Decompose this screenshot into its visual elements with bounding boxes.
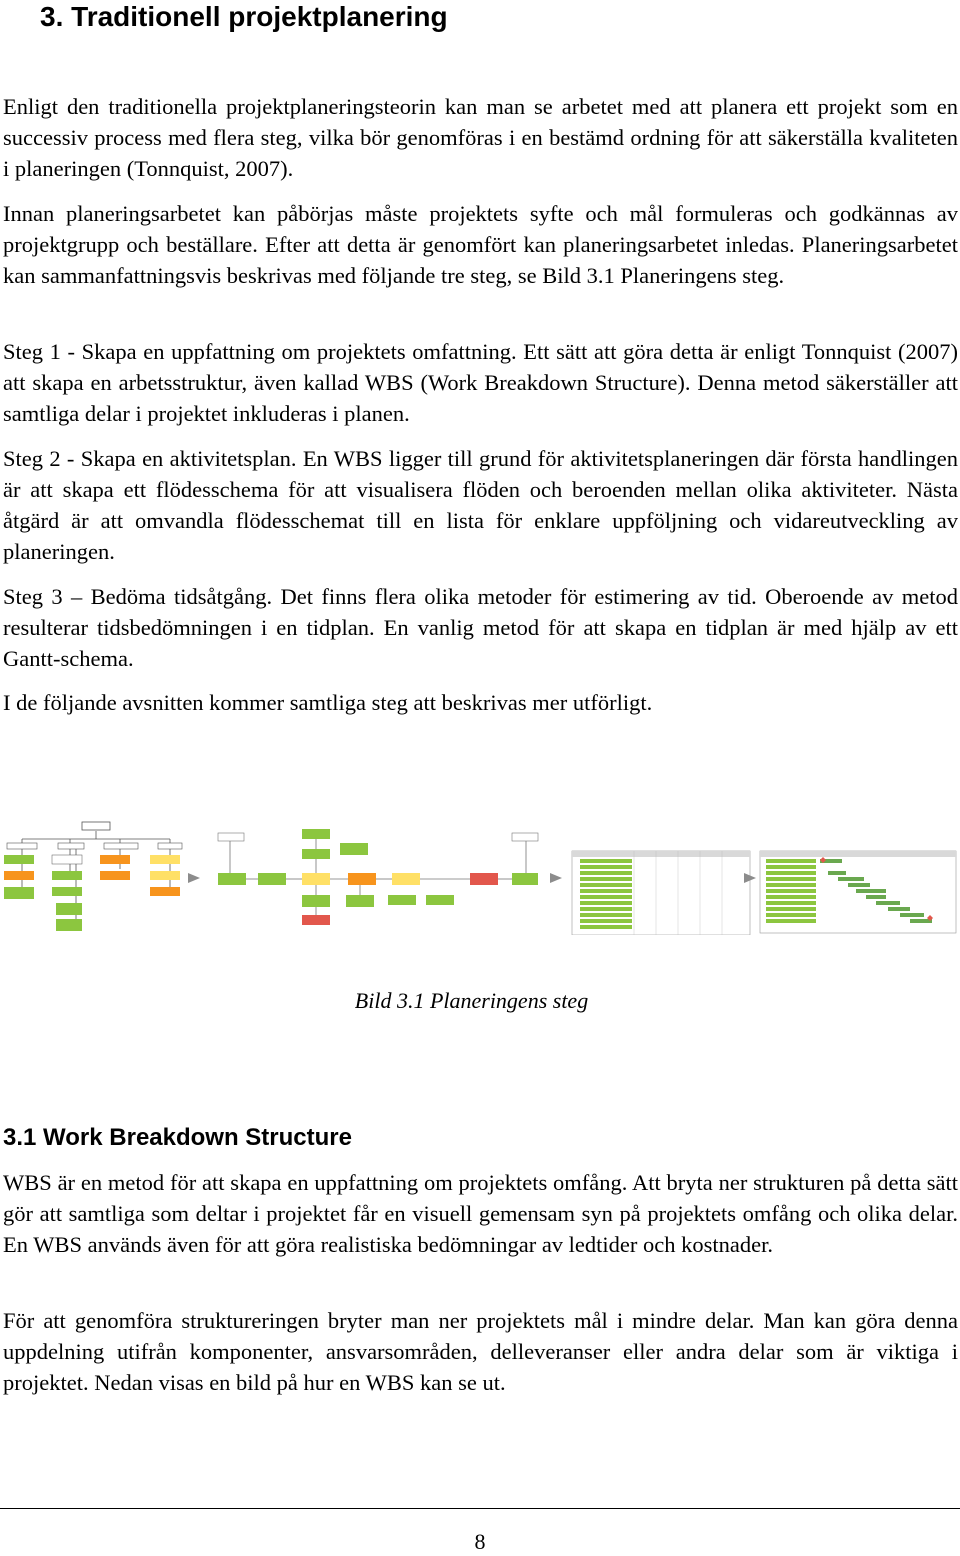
- section-heading: 3.1 Work Breakdown Structure: [3, 1124, 352, 1151]
- wbs-diagram: [4, 822, 182, 931]
- wbs-structuring-paragraph: För att genomföra struktureringen bryter man ner projektets mål i mindre delar. Man kan göra denna uppdelning utifrån komponenter, ansvarsområden, delleveranser eller andra delar som är viktiga i projektet. Nedan visas en bild på hur en WBS kan se ut.: [3, 1308, 958, 1395]
- planning-steps-illustration: [0, 815, 960, 935]
- chapter-heading: 3. Traditionell projektplanering: [40, 1, 448, 32]
- arrow-right-icon: [188, 873, 200, 883]
- activity-list-table: [572, 851, 750, 935]
- following-paragraph: I de följande avsnitten kommer samtliga steg att beskrivas mer utförligt.: [3, 690, 653, 715]
- planning-steps-figure: [0, 815, 960, 935]
- arrow-right-icon: [550, 873, 562, 883]
- wbs-paragraph: WBS är en metod för att skapa en uppfattning om projektets omfång. Att bryta ner strukturen på detta sätt gör att samtliga som deltar i projektet får en visuell gemensam syn på projektets omfång och olika delar. En WBS används även för att göra realistiska bedömningar av ledtider och kostnader.: [3, 1170, 958, 1257]
- planning-paragraph: Innan planeringsarbetet kan påbörjas måste projektets syfte och mål formuleras och godkännas av projektgrupp och beställare. Efter att detta är genomfört kan planeringsarbetet inledas. Planeringsarbetet kan sammanfattningsvis beskrivas med följande tre steg, se Bild 3.1 Planeringens steg.: [3, 201, 958, 288]
- footer-divider: [0, 1508, 960, 1509]
- step1-paragraph: Steg 1 - Skapa en uppfattning om projektets omfattning. Ett sätt att göra detta är enligt Tonnquist (2007) att skapa en arbetsstruktur, även kallad WBS (Work Breakdown Structure). Denna metod säkerställer att samtliga delar i projektet inkluderas i planen.: [3, 339, 958, 426]
- step2-paragraph: Steg 2 - Skapa en aktivitetsplan. En WBS ligger till grund för aktivitetsplaneringen där första handlingen är att skapa ett flödesschema för att visualisera flöden och beroenden mellan olika aktiviteter. Nästa åtgärd är att omvandla flödesschemat till en lista för enklare uppföljning och vidareutveckling av planeringen.: [3, 446, 958, 564]
- page-number: 8: [474, 1529, 486, 1554]
- figure-caption: Bild 3.1 Planeringens steg: [354, 988, 589, 1013]
- step3-paragraph: Steg 3 – Bedöma tidsåtgång. Det finns flera olika metoder för estimering av tid. Oberoende av metod resulterar tidsbedömningen i en tidplan. En vanlig metod för att skapa en tidplan är med hjälp av ett Gantt-schema.: [3, 584, 958, 671]
- intro-paragraph: Enligt den traditionella projektplaneringsteorin kan man se arbetet med att planera ett projekt som en successiv process med flera steg, vilka bör genomföras i en bestämd ordning för att säkerställa kvaliteten i planeringen (Tonnquist, 2007).: [3, 94, 958, 181]
- gantt-chart: [760, 851, 956, 933]
- flow-diagram: [218, 829, 538, 925]
